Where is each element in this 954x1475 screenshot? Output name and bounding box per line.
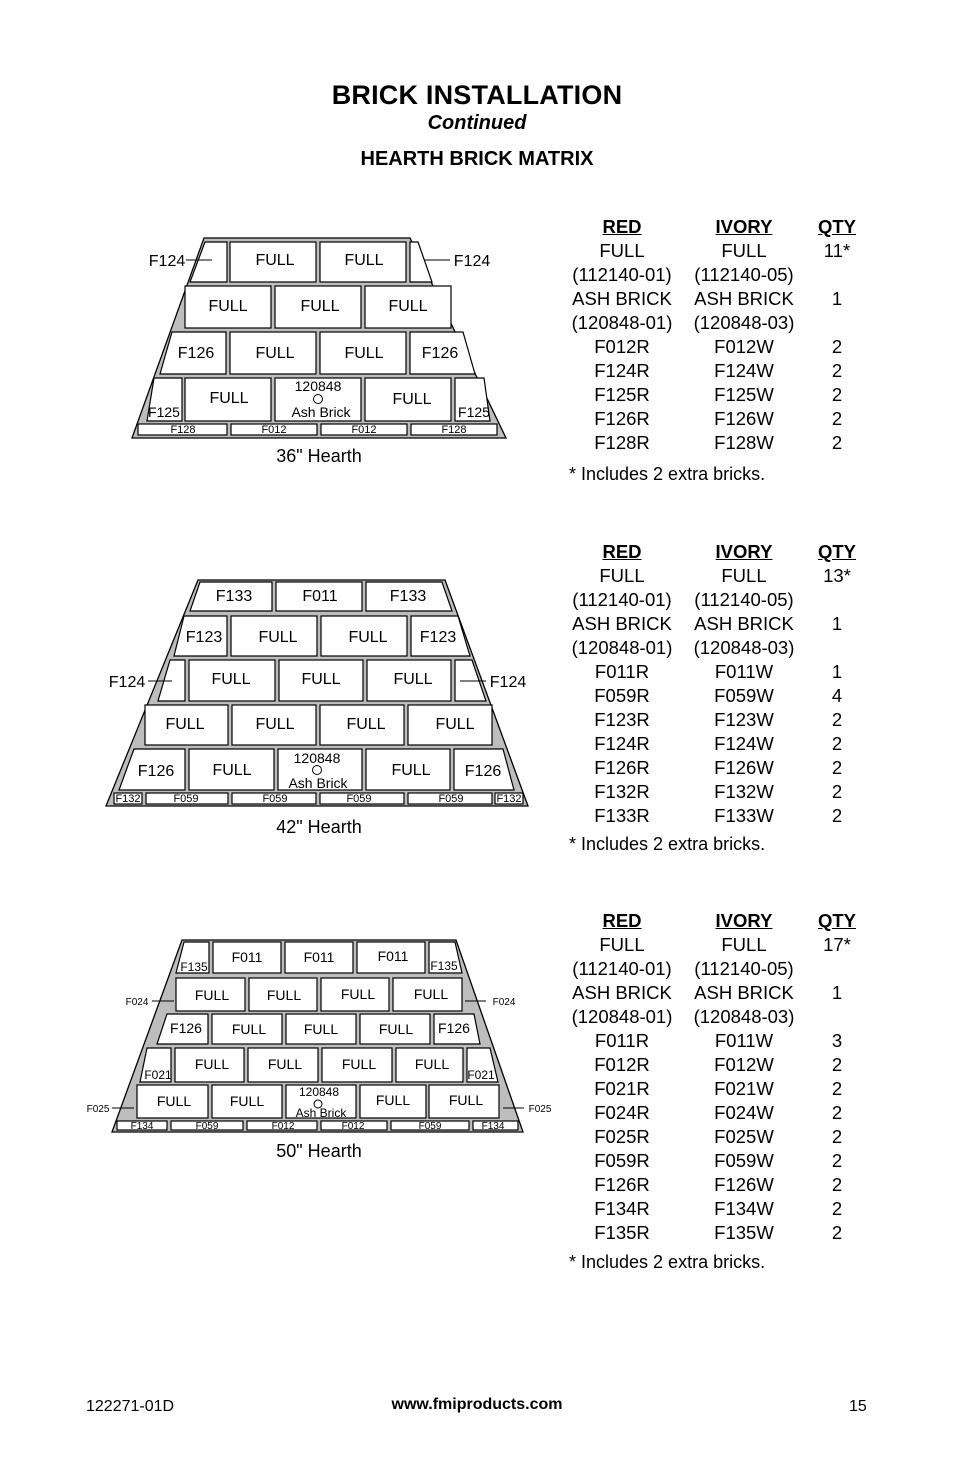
- cell-qty: 1: [831, 982, 843, 1003]
- cell-red: (112140-01): [572, 958, 672, 979]
- brick-f132: F132: [496, 793, 522, 805]
- cell-red: ASH BRICK: [572, 613, 672, 634]
- cell-ivory: F126W: [714, 1174, 774, 1195]
- brick-full: FULL: [267, 1056, 303, 1072]
- brick-full: FULL: [156, 1093, 192, 1109]
- brick-full: FULL: [303, 1021, 339, 1037]
- cell-ivory: F059W: [714, 1150, 774, 1171]
- brick-f059: F059: [262, 793, 288, 805]
- cell-qty: 2: [831, 1150, 843, 1171]
- cell-red: F126R: [594, 408, 650, 429]
- brick-full: FULL: [340, 986, 376, 1002]
- table-row: [565, 1101, 865, 1125]
- part-number: 122271-01D: [86, 1398, 175, 1415]
- brick-full: FULL: [300, 298, 340, 315]
- brick-f128: F128: [441, 424, 467, 436]
- brick-f128: F128: [170, 424, 196, 436]
- brick-f011: F011: [377, 948, 409, 964]
- cell-ivory: F011W: [714, 661, 774, 682]
- label-f024-left: F024: [125, 997, 149, 1008]
- table-row: [565, 981, 865, 1005]
- hearth-42-note: * Includes 2 extra bricks.: [569, 834, 766, 854]
- cell-ivory: (120848-03): [693, 1006, 795, 1027]
- cell-red: F059R: [594, 1150, 650, 1171]
- brick-f132: F132: [115, 793, 141, 805]
- brick-full: FULL: [344, 345, 384, 362]
- table-row: [565, 1029, 865, 1053]
- header-red: RED: [602, 540, 642, 562]
- cell-ivory: F128W: [714, 432, 774, 453]
- brick-full: FULL: [388, 298, 428, 315]
- cell-red: F021R: [594, 1078, 650, 1099]
- cell-red: ASH BRICK: [572, 982, 672, 1003]
- brick-full: FULL: [255, 345, 295, 362]
- label-f124-left: F124: [108, 674, 146, 691]
- cell-ivory: (112140-05): [694, 589, 794, 610]
- cell-ivory: F024W: [714, 1102, 774, 1123]
- label-f124-right: F124: [453, 253, 491, 270]
- table-row: [565, 708, 865, 732]
- brick-f125-right: F125: [458, 404, 490, 420]
- cell-red: (120848-01): [571, 1006, 673, 1027]
- cell-qty: 2: [831, 384, 843, 405]
- cell-qty: [809, 588, 865, 612]
- cell-qty: [809, 957, 865, 981]
- brick-full: FULL: [209, 390, 249, 407]
- brick-f135-right: F135: [430, 959, 458, 973]
- brick-f059: F059: [438, 793, 464, 805]
- ash-brick-number: 120848: [298, 1085, 340, 1099]
- cell-red: F011R: [594, 661, 650, 682]
- header-ivory: IVORY: [715, 540, 773, 562]
- brick-full: FULL: [392, 391, 432, 408]
- brick-f059: F059: [346, 793, 372, 805]
- brick-f011: F011: [302, 588, 338, 605]
- cell-red: ASH BRICK: [572, 288, 672, 309]
- page-title: BRICK INSTALLATION: [331, 80, 623, 110]
- hearth-50-matrix: [565, 908, 865, 1245]
- cell-ivory: F134W: [714, 1198, 774, 1219]
- brick-f126-right: F126: [438, 1020, 470, 1036]
- cell-red: FULL: [599, 565, 645, 586]
- cell-ivory: ASH BRICK: [694, 982, 794, 1003]
- brick-full: FULL: [208, 298, 248, 315]
- table-row: [565, 804, 865, 828]
- table-row: [565, 1077, 865, 1101]
- brick-full: FULL: [229, 1093, 265, 1109]
- cell-qty: 2: [831, 1054, 843, 1075]
- table-row: [565, 407, 865, 431]
- label-f124-right: F124: [489, 674, 527, 691]
- cell-ivory: (112140-05): [694, 264, 794, 285]
- brick-f126-right: F126: [421, 345, 459, 362]
- brick-f126-left: F126: [137, 763, 175, 780]
- cell-qty: 2: [831, 336, 843, 357]
- cell-qty: [809, 311, 865, 335]
- cell-ivory: (120848-03): [693, 312, 795, 333]
- table-row: [565, 933, 865, 957]
- brick-f126-right: F126: [464, 763, 502, 780]
- cell-qty: [809, 636, 865, 660]
- cell-ivory: (112140-05): [694, 958, 794, 979]
- brick-f012: F012: [261, 424, 287, 436]
- brick-full: FULL: [301, 671, 341, 688]
- cell-qty: 1: [831, 661, 843, 682]
- cell-red: F012R: [594, 1054, 650, 1075]
- brick-f123-right: F123: [419, 629, 457, 646]
- table-row: [565, 1221, 865, 1245]
- brick-f134: F134: [481, 1121, 505, 1132]
- brick-full: FULL: [435, 716, 475, 733]
- hearth-42-diagram: [0, 575, 560, 810]
- cell-qty: 2: [831, 781, 843, 802]
- brick-full: FULL: [391, 762, 431, 779]
- cell-qty: 2: [831, 360, 843, 381]
- cell-red: F012R: [594, 336, 650, 357]
- header-qty: QTY: [817, 540, 857, 562]
- cell-qty: 2: [831, 432, 843, 453]
- cell-ivory: F059W: [714, 685, 774, 706]
- brick-full: FULL: [341, 1056, 377, 1072]
- brick-f133-right: F133: [389, 588, 427, 605]
- header-qty: QTY: [817, 909, 857, 931]
- brick-f011: F011: [231, 949, 263, 965]
- cell-red: F124R: [594, 733, 650, 754]
- brick-f021-left: F021: [144, 1068, 172, 1082]
- cell-ivory: F021W: [714, 1078, 774, 1099]
- brick-full: FULL: [414, 1056, 450, 1072]
- cell-red: FULL: [599, 934, 645, 955]
- cell-red: F135R: [594, 1222, 650, 1243]
- brick-f123-left: F123: [185, 629, 223, 646]
- ash-brick-number: 120848: [294, 378, 342, 394]
- ash-brick-label: Ash Brick: [295, 1106, 347, 1120]
- hearth-42-matrix: [565, 539, 865, 828]
- cell-qty: 1: [831, 288, 843, 309]
- hearth-50-caption: 50" Hearth: [276, 1141, 362, 1161]
- table-row: [565, 612, 865, 636]
- table-row: [565, 636, 865, 660]
- cell-ivory: F011W: [714, 1030, 774, 1051]
- cell-red: F059R: [594, 685, 650, 706]
- cell-ivory: FULL: [721, 934, 767, 955]
- header-red: RED: [602, 215, 642, 237]
- cell-ivory: ASH BRICK: [694, 613, 794, 634]
- brick-full: FULL: [258, 629, 298, 646]
- cell-red: F128R: [594, 432, 650, 453]
- cell-qty: 2: [831, 733, 843, 754]
- brick-full: FULL: [348, 629, 388, 646]
- cell-red: F011R: [594, 1030, 650, 1051]
- brick-full: FULL: [255, 252, 295, 269]
- table-row: [565, 263, 865, 287]
- cell-red: (120848-01): [571, 312, 673, 333]
- table-row: [565, 287, 865, 311]
- brick-f133-left: F133: [215, 588, 253, 605]
- table-row: [565, 1173, 865, 1197]
- brick-f126-left: F126: [177, 345, 215, 362]
- table-row: [565, 1125, 865, 1149]
- brick-f059: F059: [195, 1121, 219, 1132]
- cell-qty: 4: [831, 685, 843, 706]
- ash-brick-label: Ash Brick: [288, 775, 348, 791]
- cell-red: F124R: [594, 360, 650, 381]
- brick-full: FULL: [378, 1021, 414, 1037]
- cell-qty: 2: [831, 1222, 843, 1243]
- brick-full: FULL: [266, 987, 302, 1003]
- cell-red: FULL: [599, 240, 645, 261]
- page-number: 15: [849, 1398, 867, 1415]
- ash-brick-label: Ash Brick: [291, 404, 351, 420]
- table-row: [565, 1197, 865, 1221]
- brick-full: FULL: [194, 1056, 230, 1072]
- cell-red: F133R: [594, 805, 650, 826]
- cell-red: F125R: [594, 384, 650, 405]
- cell-ivory: F124W: [714, 360, 774, 381]
- table-row: [565, 660, 865, 684]
- cell-qty: [809, 1005, 865, 1029]
- table-row: [565, 1053, 865, 1077]
- cell-qty: 11*: [823, 240, 851, 261]
- brick-f134: F134: [130, 1121, 154, 1132]
- brick-f059: F059: [418, 1121, 442, 1132]
- table-row: [565, 732, 865, 756]
- cell-ivory: F025W: [714, 1126, 774, 1147]
- label-f124-left: F124: [148, 253, 186, 270]
- hearth-50-note: * Includes 2 extra bricks.: [569, 1252, 766, 1272]
- table-row: [565, 311, 865, 335]
- brick-full: FULL: [255, 716, 295, 733]
- cell-ivory: FULL: [721, 240, 767, 261]
- cell-ivory: F132W: [714, 781, 774, 802]
- cell-red: F126R: [594, 1174, 650, 1195]
- cell-ivory: F012W: [714, 1054, 774, 1075]
- brick-full: FULL: [413, 986, 449, 1002]
- brick-full: FULL: [375, 1092, 411, 1108]
- cell-red: (112140-01): [572, 589, 672, 610]
- brick-full: FULL: [165, 716, 205, 733]
- cell-qty: 17*: [823, 934, 851, 955]
- website-link[interactable]: www.fmiproducts.com: [391, 1396, 563, 1413]
- cell-ivory: F126W: [714, 408, 774, 429]
- cell-red: F126R: [594, 757, 650, 778]
- table-row: [565, 431, 865, 455]
- cell-ivory: ASH BRICK: [694, 288, 794, 309]
- hearth-36-note: * Includes 2 extra bricks.: [569, 464, 766, 484]
- brick-full: FULL: [344, 252, 384, 269]
- hearth-36-matrix: [565, 214, 865, 455]
- brick-f012: F012: [351, 424, 377, 436]
- cell-qty: 1: [831, 613, 843, 634]
- cell-red: (112140-01): [572, 264, 672, 285]
- table-row: [565, 239, 865, 263]
- brick-full: FULL: [393, 671, 433, 688]
- table-row: [565, 335, 865, 359]
- cell-ivory: F126W: [714, 757, 774, 778]
- brick-f021-right: F021: [467, 1068, 495, 1082]
- table-row: [565, 1149, 865, 1173]
- cell-ivory: F133W: [714, 805, 774, 826]
- table-row: [565, 383, 865, 407]
- brick-f135-left: F135: [180, 960, 208, 974]
- table-row: [565, 1005, 865, 1029]
- table-row: [565, 564, 865, 588]
- cell-qty: 2: [831, 1174, 843, 1195]
- cell-qty: [809, 263, 865, 287]
- page-subtitle: Continued: [427, 112, 527, 134]
- table-row: [565, 684, 865, 708]
- hearth-50-diagram: [0, 935, 560, 1135]
- cell-qty: 2: [831, 1078, 843, 1099]
- cell-ivory: F123W: [714, 709, 774, 730]
- cell-ivory: FULL: [721, 565, 767, 586]
- cell-qty: 2: [831, 408, 843, 429]
- cell-qty: 2: [831, 757, 843, 778]
- cell-qty: 2: [831, 1102, 843, 1123]
- cell-ivory: F135W: [714, 1222, 774, 1243]
- header-qty: QTY: [817, 215, 857, 237]
- hearth-36-caption: 36" Hearth: [276, 446, 362, 466]
- table-row: [565, 780, 865, 804]
- cell-qty: 13*: [823, 565, 851, 586]
- brick-f125-left: F125: [148, 404, 180, 420]
- brick-f012: F012: [271, 1121, 295, 1132]
- cell-qty: 2: [831, 1198, 843, 1219]
- brick-full: FULL: [448, 1092, 484, 1108]
- cell-red: F025R: [594, 1126, 650, 1147]
- hearth-42-caption: 42" Hearth: [276, 817, 362, 837]
- cell-qty: 2: [831, 709, 843, 730]
- cell-ivory: (120848-03): [693, 637, 795, 658]
- brick-full: FULL: [211, 671, 251, 688]
- table-row: [565, 756, 865, 780]
- label-f025-right: F025: [528, 1104, 552, 1115]
- header-ivory: IVORY: [715, 909, 773, 931]
- brick-full: FULL: [194, 987, 230, 1003]
- cell-red: F134R: [594, 1198, 650, 1219]
- cell-ivory: F012W: [714, 336, 774, 357]
- cell-qty: 2: [831, 805, 843, 826]
- header-red: RED: [602, 909, 642, 931]
- brick-f012: F012: [341, 1121, 365, 1132]
- cell-qty: 2: [831, 1126, 843, 1147]
- cell-ivory: F124W: [714, 733, 774, 754]
- cell-red: (120848-01): [571, 637, 673, 658]
- table-row: [565, 957, 865, 981]
- ash-brick-number: 120848: [293, 750, 341, 766]
- brick-full: FULL: [346, 716, 386, 733]
- cell-ivory: F125W: [714, 384, 774, 405]
- table-row: [565, 359, 865, 383]
- brick-full: FULL: [231, 1021, 267, 1037]
- cell-red: F132R: [594, 781, 650, 802]
- brick-f059: F059: [173, 793, 199, 805]
- cell-red: F123R: [594, 709, 650, 730]
- label-f024-right: F024: [492, 997, 516, 1008]
- cell-qty: 3: [831, 1030, 843, 1051]
- brick-f011: F011: [303, 949, 335, 965]
- hearth-36-diagram: [0, 230, 560, 445]
- brick-f126-left: F126: [170, 1020, 202, 1036]
- table-row: [565, 588, 865, 612]
- brick-full: FULL: [212, 762, 252, 779]
- header-ivory: IVORY: [715, 215, 773, 237]
- label-f025-left: F025: [86, 1104, 110, 1115]
- cell-red: F024R: [594, 1102, 650, 1123]
- section-title: HEARTH BRICK MATRIX: [360, 148, 594, 170]
